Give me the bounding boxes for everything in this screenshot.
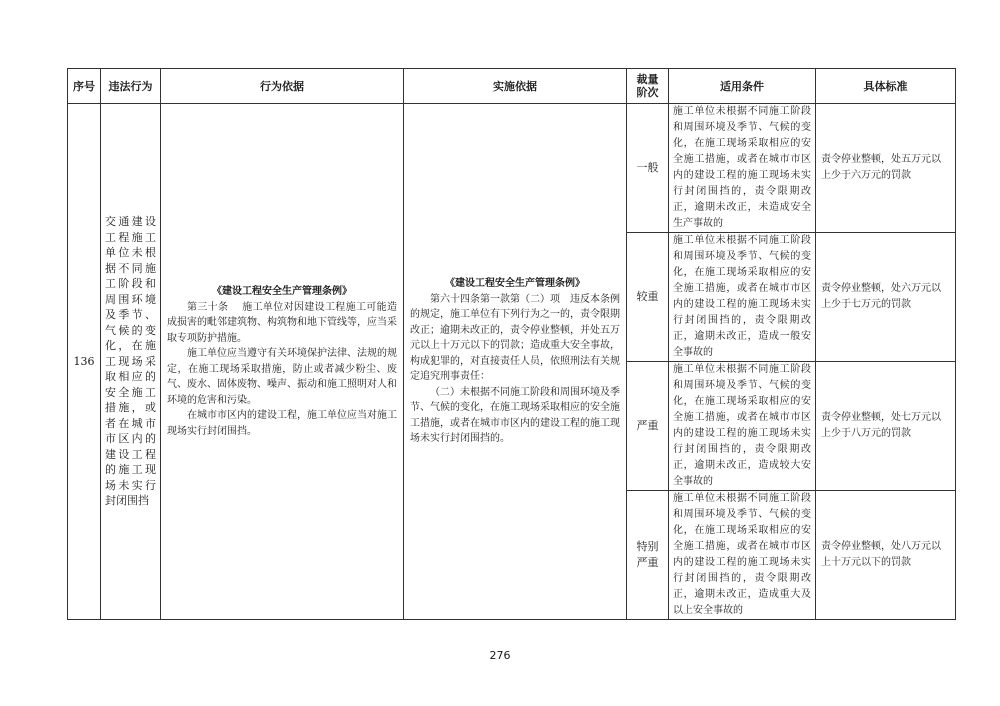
header-basis: 行为依据 <box>161 69 404 104</box>
standard-cell: 责令停业整顿，处八万元以上十万元以下的罚款 <box>816 491 956 620</box>
condition-cell: 施工单位未根据不同施工阶段和周围环境及季节、气候的变化，在施工现场采取相应的安全施工措施，或者在城市市区内的建设工程的施工现场未实行封闭围挡的，责令限期改正，逾期未改正，未造成安全生产事故的 <box>669 104 816 233</box>
condition-cell: 施工单位未根据不同施工阶段和周围环境及季节、气候的变化，在施工现场采取相应的安全施工措施，或者在城市市区内的建设工程的施工现场未实行封闭围挡的，责令限期改正，逾期未改正，造成一般安全事故的 <box>669 233 816 362</box>
standard-cell: 责令停业整顿，处六万元以上少于七万元的罚款 <box>816 233 956 362</box>
impl-paragraph: 第六十四条第一款第（二）项 违反本条例的规定，施工单位有下列行为之一的，责令限期改正；逾期未改正的，责令停业整顿，并处五万元以上十万元以下的罚款；造成重大安全事故，构成犯罪的，对直接责任人员，依照刑法有关规定追究刑事责任： <box>410 293 620 383</box>
level-cell: 较重 <box>627 233 669 362</box>
standard-cell: 责令停业整顿，处七万元以上少于八万元的罚款 <box>816 362 956 491</box>
header-level: 裁量阶次 <box>627 69 669 104</box>
level-cell: 严重 <box>627 362 669 491</box>
impl-title: 《建设工程安全生产管理条例》 <box>445 278 585 290</box>
basis-title: 《建设工程安全生产管理条例》 <box>212 286 352 297</box>
header-row <box>68 69 956 104</box>
act-cell <box>101 104 161 620</box>
condition-cell: 施工单位未根据不同施工阶段和周围环境及季节、气候的变化，在施工现场采取相应的安全施工措施，或者在城市市区内的建设工程的施工现场未实行封闭围挡的，责令限期改正，逾期未改正，造成较大安全事故的 <box>669 362 816 491</box>
basis-cell <box>161 104 404 620</box>
basis-paragraph: 在城市市区内的建设工程，施工单位应当对施工现场实行封闭围挡。 <box>167 410 397 437</box>
table-row <box>68 104 956 233</box>
level-cell: 一般 <box>627 104 669 233</box>
violation-text: 交通建设工程施工单位未根据不同施工阶段和周围环境及季节、气候的变化，在施工现场采取相应的安全施工措施，或者在城市市区内的建设工程的施工现场未实行封闭围挡 <box>105 215 156 508</box>
header-act: 违法行为 <box>101 69 161 104</box>
header-seq: 序号 <box>68 69 101 104</box>
level-cell: 特别严重 <box>627 491 669 620</box>
header-impl: 实施依据 <box>404 69 627 104</box>
basis-paragraph: 第三十条 施工单位对因建设工程施工可能造成损害的毗邻建筑物、构筑物和地下管线等，应当采取专项防护措施。 <box>167 301 397 344</box>
basis-paragraph: 施工单位应当遵守有关环境保护法律、法规的规定，在施工现场采取措施，防止或者减少粉尘、废气、废水、固体废物、噪声、振动和施工照明对人和环境的危害和污染。 <box>167 348 397 406</box>
impl-cell <box>404 104 627 620</box>
standard-cell: 责令停业整顿，处五万元以上少于六万元的罚款 <box>816 104 956 233</box>
header-cond: 适用条件 <box>669 69 816 104</box>
header-std: 具体标准 <box>816 69 956 104</box>
condition-cell: 施工单位未根据不同施工阶段和周围环境及季节、气候的变化，在施工现场采取相应的安全施工措施，或者在城市市区内的建设工程的施工现场未实行封闭围挡的，责令限期改正，逾期未改正，造成重大及以上安全事故的 <box>669 491 816 620</box>
impl-paragraph: （二）未根据不同施工阶段和周围环境及季节、气候的变化，在施工现场采取相应的安全施工措施，或者在城市市区内的建设工程的施工现场未实行封闭围挡的。 <box>410 386 620 445</box>
seq-cell: 136 <box>68 104 101 620</box>
page-number: 276 <box>489 649 511 662</box>
regulation-table <box>67 68 956 620</box>
